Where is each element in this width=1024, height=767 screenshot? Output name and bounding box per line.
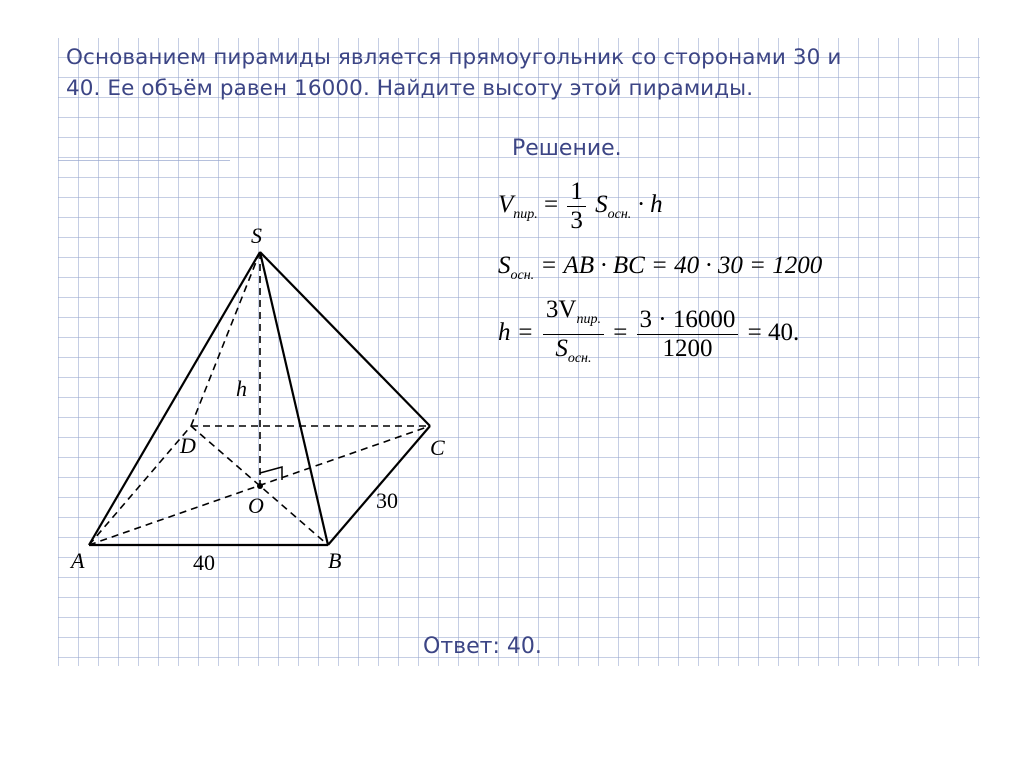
problem-line-1: Основанием пирамиды является прямоугольник со сторонами 30 и [66,45,842,70]
pyramid-diagram [58,38,980,666]
label-o: O [248,493,264,518]
formula-volume-s-sub: осн. [607,207,632,223]
fraction-numeric-num: 3 · 16000 [637,306,739,335]
label-h: h [236,376,247,401]
label-side-bc: 30 [376,488,398,513]
fraction-3v-den: S [555,335,568,362]
formula-volume-tail: · h [637,191,663,219]
formula-volume-s: S [595,191,608,219]
fraction-3v-num-sub: пир. [576,312,601,327]
label-d: D [180,433,196,458]
edge-sd-hidden [191,252,260,426]
formula-height-h: h = [498,319,534,347]
formula-height-eq2: = [613,319,628,347]
formula-height-result: = 40. [747,319,800,347]
label-b: B [328,548,342,573]
fraction-3v-num: 3V [545,296,577,323]
right-angle-mark [260,467,282,480]
edge-bc [328,426,430,545]
edge-sb [260,252,328,545]
fraction-one-third-den: 3 [570,207,583,234]
point-o [257,483,263,489]
formula-volume-eq: = [544,191,559,219]
formula-volume-var: V [498,191,514,219]
formula-area-rest: = AB · BC = 40 · 30 = 1200 [540,252,823,279]
fraction-numeric-den: 1200 [662,335,713,362]
formula-area-sub: осн. [510,268,535,283]
label-a: A [71,548,85,573]
label-side-ab: 40 [193,550,215,575]
fraction-3v-den-sub: осн. [567,351,592,366]
answer-text: Ответ: 40. [423,634,542,659]
edge-sc [260,252,430,426]
label-s: S [251,223,262,248]
edge-sa [89,252,260,545]
fraction-one-third-num: 1 [567,178,586,207]
problem-line-2: 40. Ее объём равен 16000. Найдите высоту этой пирамиды. [66,76,754,101]
slide [58,38,980,666]
label-c: C [430,435,445,460]
formula-volume-var-sub: пир. [513,207,538,223]
solution-heading: Решение. [512,136,622,161]
formula-area-var: S [498,252,511,279]
